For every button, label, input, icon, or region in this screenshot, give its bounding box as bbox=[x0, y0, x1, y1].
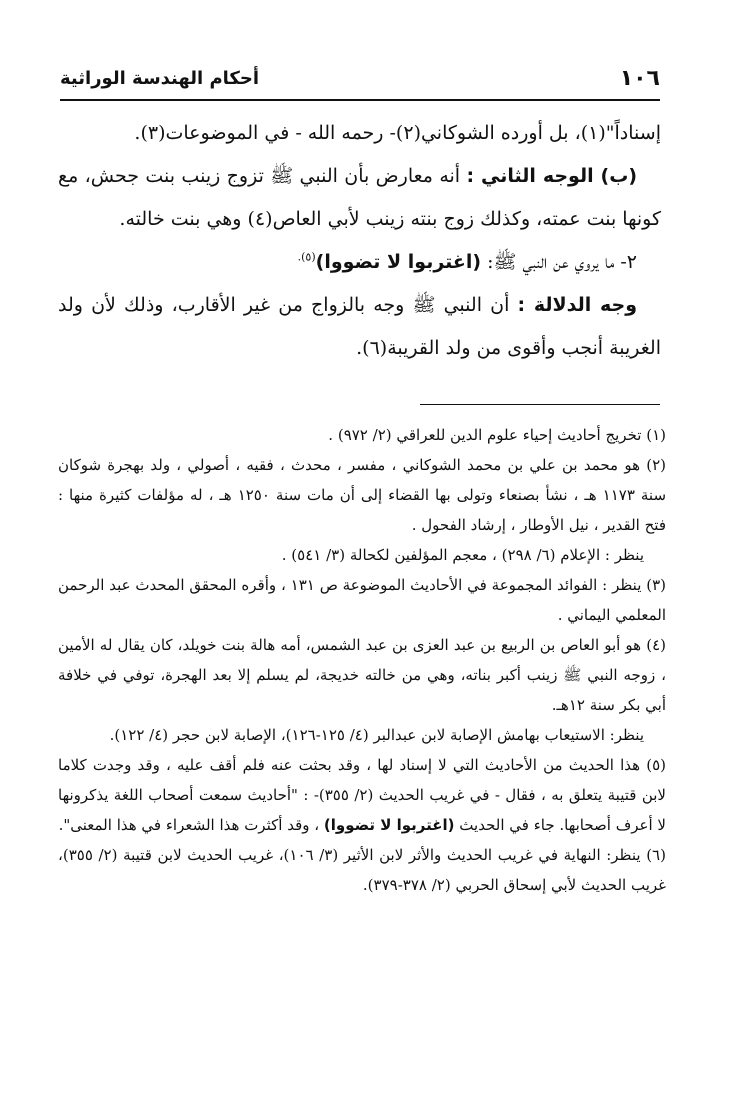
footnote-6 bbox=[58, 840, 666, 900]
main-text bbox=[58, 112, 661, 370]
paragraph-hadith bbox=[58, 241, 661, 284]
footnote-text: هو أبو العاص بن الربيع بن عبد العزى بن عبد الشمس، أمه هالة بنت خويلد، كان يقال له الأمين ، زوجه النبي ﷺ زينب أكبر بناته، وهي من خالته خديجة، لم يسلم إلا بعد الهجرة، توفي في خلافة أبي بكر سنة ١٢هـ. bbox=[58, 636, 666, 714]
footnote-number: (٥) bbox=[646, 756, 666, 774]
footnote-1 bbox=[58, 420, 666, 450]
footnote-number: (٣) bbox=[646, 576, 667, 594]
running-title: أحكام الهندسة الوراثية bbox=[60, 68, 260, 89]
second-aspect-label: (ب) الوجه الثاني : bbox=[466, 165, 638, 187]
page-number: ١٠٦ bbox=[619, 66, 660, 91]
footnote-reference: ينظر : الإعلام (٦/ ٢٩٨) ، معجم المؤلفين لكحالة (٣/ ٥٤١) . bbox=[281, 546, 644, 564]
footnote-text: تخريج أحاديث إحياء علوم الدين للعراقي (٢/ ٩٧٢) . bbox=[328, 426, 642, 444]
footnote-4 bbox=[58, 630, 666, 750]
footnote-number: (٦) bbox=[646, 846, 666, 864]
page-header bbox=[60, 66, 660, 96]
footnote-3 bbox=[58, 570, 666, 630]
footnote-2 bbox=[58, 450, 666, 570]
hadith-footnote-ref: (٥). bbox=[297, 250, 316, 264]
evidence-label: وجه الدلالة : bbox=[517, 294, 638, 316]
footnote-number: (٢) bbox=[646, 456, 666, 474]
second-aspect-text: أنه معارض بأن النبي ﷺ تزوج زينب بنت جحش، مع كونها بنت عمته، وكذلك زوج بنته زينب لأبي العاص(٤) وهي بنت خالته. bbox=[58, 165, 661, 230]
footnote-separator bbox=[420, 404, 660, 405]
footnote-text: ينظر: النهاية في غريب الحديث والأثر لابن الأثير (٣/ ١٠٦)، غريب الحديث لابن قتيبة (٢/ ٣٥٥)، غريب الحديث لأبي إسحاق الحربي (٢/ ٣٧٨-٣٧٩). bbox=[58, 846, 666, 894]
header-rule bbox=[60, 99, 660, 101]
hadith-text: (اغتربوا لا تضووا) bbox=[315, 251, 482, 273]
footnote-5 bbox=[58, 750, 666, 840]
footnote-tail: ، وقد أكثرت هذا الشعراء في هذا المعنى". bbox=[58, 816, 320, 834]
footnote-number: (٤) bbox=[646, 636, 666, 654]
paragraph-second-aspect bbox=[58, 155, 661, 241]
evidence-text: أن النبي ﷺ وجه بالزواج من غير الأقارب، وذلك لأن ولد الغريبة أنجب وأقوى من ولد القريبة(٦). bbox=[58, 294, 661, 359]
footnotes bbox=[58, 420, 666, 900]
footnote-text: هو محمد بن علي بن محمد الشوكاني ، مفسر ، محدث ، فقيه ، أصولي ، ولد بهجرة شوكان سنة ١١٧٣ هـ ، نشأ بصنعاء وتولى بها القضاء إلى أن مات سنة ١٢٥٠ هـ ، له مؤلفات كثيرة منها : فتح القدير ، نيل الأوطار ، إرشاد الفحول . bbox=[58, 456, 667, 534]
footnote-reference: ينظر: الاستيعاب بهامش الإصابة لابن عبدالبر (٤/ ١٢٥-١٢٦)، الإصابة لابن حجر (٤/ ١٢٢). bbox=[109, 726, 644, 744]
footnote-text: هذا الحديث من الأحاديث التي لا إسناد لها ، وقد بحثت عنه فلم أقف عليه ، وقد وجدت كلاما لابن قتيبة يتعلق به ، فقال - في غريب الحديث (٢/ ٣٥٥)- : "أحاديث سمعت أصحاب اللغة يذكرونها لا أعرف أصحابها. جاء في الحديث bbox=[58, 756, 666, 834]
footnote-hadith: (اغتربوا لا تضووا) bbox=[323, 816, 455, 834]
footnote-text: ينظر : الفوائد المجموعة في الأحاديث الموضوعة ص ١٣١ ، وأقره المحقق المحدث عبد الرحمن المعلمي اليماني . bbox=[58, 576, 666, 624]
paragraph-continuation: إسناداً"(١)، بل أورده الشوكاني(٢)- رحمه الله - في الموضوعات(٣). bbox=[134, 122, 661, 144]
hadith-intro: ٢- ما يروي عن النبي ﷺ: bbox=[487, 251, 637, 273]
paragraph-evidence bbox=[58, 284, 661, 370]
footnote-number: (١) bbox=[646, 426, 666, 444]
